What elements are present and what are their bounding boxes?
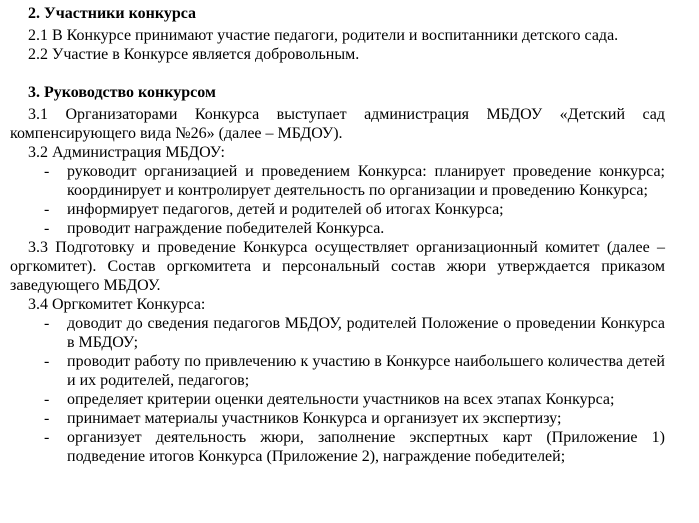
list-item-text: доводит до сведения педагогов МБДОУ, родителей Положение о проведении Конкурса в МБДОУ;	[67, 315, 665, 351]
list-item	[10, 352, 665, 390]
dash-bullet-icon: -	[44, 201, 50, 218]
section-participants-heading: 2. Участники конкурса	[28, 5, 197, 22]
list-item	[10, 200, 665, 219]
list-item	[10, 409, 665, 428]
list-item	[10, 314, 665, 352]
paragraph-3-2: 3.2 Администрация МБДОУ:	[28, 144, 225, 161]
paragraph-3-3: 3.3 Подготовку и проведение Конкурса осуществляет организационный комитет (далее – оргкомитет). Состав оргкомитета и персональный состав жюри утверждается приказом заведующего МБДОУ.	[10, 239, 665, 294]
dash-bullet-icon: -	[44, 391, 50, 408]
section-management-heading: 3. Руководство конкурсом	[28, 84, 216, 101]
paragraph-3-1: 3.1 Организаторами Конкурса выступает администрация МБДОУ «Детский сад компенсирующего вида №26» (далее – МБДОУ).	[10, 106, 665, 142]
list-item-text: принимает материалы участников Конкурса и организует их экспертизу;	[67, 410, 562, 427]
list-item-text: руководит организацией и проведением Конкурса: планирует проведение конкурса; координирует и контролирует деятельность по организации и проведению Конкурса;	[67, 163, 665, 199]
list-item-text: организует деятельность жюри, заполнение экспертных карт (Приложение 1) подведение итогов Конкурса (Приложение 2), награждение победителей;	[67, 429, 665, 465]
list-item-text: определяет критерии оценки деятельности участников на всех этапах Конкурса;	[67, 391, 615, 408]
list-item	[10, 390, 665, 409]
dash-bullet-icon: -	[44, 353, 50, 370]
list-item	[10, 428, 665, 466]
list-item-text: проводит работу по привлечению к участию в Конкурсе наибольшего количества детей и их родителей, педагогов;	[67, 353, 665, 389]
dash-bullet-icon: -	[44, 163, 50, 180]
list-item	[10, 162, 665, 200]
administration-duties-list	[10, 162, 665, 238]
dash-bullet-icon: -	[44, 315, 50, 332]
dash-bullet-icon: -	[44, 410, 50, 427]
list-item	[10, 219, 665, 238]
paragraph-2-2: 2.2 Участие в Конкурсе является добровольным.	[28, 46, 360, 63]
list-item-text: проводит награждение победителей Конкурса.	[67, 220, 385, 237]
paragraph-2-1: 2.1 В Конкурсе принимают участие педагоги, родители и воспитанники детского сада.	[28, 27, 619, 44]
dash-bullet-icon: -	[44, 429, 50, 446]
orgcommittee-duties-list	[10, 314, 665, 466]
list-item-text: информирует педагогов, детей и родителей об итогах Конкурса;	[67, 201, 504, 218]
dash-bullet-icon: -	[44, 220, 50, 237]
paragraph-3-4: 3.4 Оргкомитет Конкурса:	[28, 296, 206, 313]
